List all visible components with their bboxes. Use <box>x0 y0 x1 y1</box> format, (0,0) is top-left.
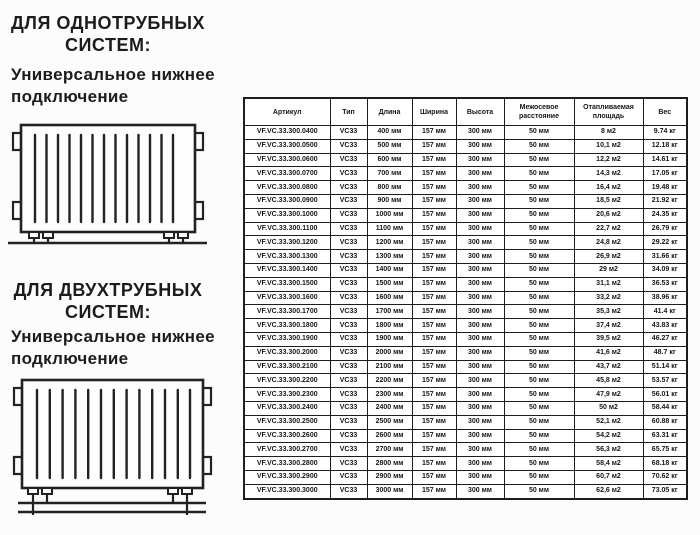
table-row <box>244 291 687 305</box>
table-cell: 300 мм <box>456 167 504 181</box>
table-row <box>244 374 687 388</box>
table-cell: 50 мм <box>504 194 574 208</box>
table-cell: 50 мм <box>504 153 574 167</box>
table-row <box>244 360 687 374</box>
table-cell: 1600 мм <box>367 291 412 305</box>
table-cell: 46.27 кг <box>643 332 687 346</box>
table-row <box>244 263 687 277</box>
table-cell: 50 мм <box>504 415 574 429</box>
table-row <box>244 388 687 402</box>
table-row <box>244 457 687 471</box>
table-cell: 300 мм <box>456 443 504 457</box>
table-cell: VC33 <box>330 360 367 374</box>
table-cell: 35,3 м2 <box>574 305 643 319</box>
table-cell: VF.VC.33.300.2500 <box>244 415 330 429</box>
table-cell: VC33 <box>330 139 367 153</box>
table-cell: 50 мм <box>504 443 574 457</box>
table-cell: 157 мм <box>412 208 456 222</box>
table-cell: 50 мм <box>504 277 574 291</box>
table-row <box>244 415 687 429</box>
table-cell: VC33 <box>330 236 367 250</box>
table-cell: VF.VC.33.300.2800 <box>244 457 330 471</box>
table-cell: 157 мм <box>412 484 456 498</box>
column-header: Вес <box>643 98 687 126</box>
table-cell: 50 мм <box>504 263 574 277</box>
table-cell: 157 мм <box>412 360 456 374</box>
table-cell: VC33 <box>330 332 367 346</box>
table-header-row <box>244 98 687 126</box>
table-cell: 2400 мм <box>367 401 412 415</box>
table-row <box>244 153 687 167</box>
table-cell: 300 мм <box>456 194 504 208</box>
table-cell: 50 мм <box>504 236 574 250</box>
table-cell: 300 мм <box>456 139 504 153</box>
table-cell: VC33 <box>330 346 367 360</box>
table-cell: VF.VC.33.300.2600 <box>244 429 330 443</box>
two-pipe-section-subtitle: Универсальное нижнее подключение <box>11 327 215 368</box>
single-pipe-section-title: ДЛЯ ОДНОТРУБНЫХ СИСТЕМ: <box>10 13 205 55</box>
table-row <box>244 139 687 153</box>
table-cell: 1500 мм <box>367 277 412 291</box>
table-cell: 157 мм <box>412 374 456 388</box>
table-cell: 2500 мм <box>367 415 412 429</box>
table-cell: VC33 <box>330 194 367 208</box>
table-cell: 24,8 м2 <box>574 236 643 250</box>
table-cell: 1800 мм <box>367 319 412 333</box>
table-cell: 900 мм <box>367 194 412 208</box>
table-row <box>244 443 687 457</box>
table-cell: 50 мм <box>504 346 574 360</box>
table-cell: 600 мм <box>367 153 412 167</box>
table-cell: VF.VC.33.300.1600 <box>244 291 330 305</box>
table-cell: VF.VC.33.300.2000 <box>244 346 330 360</box>
table-cell: 300 мм <box>456 153 504 167</box>
table-cell: 29.22 кг <box>643 236 687 250</box>
table-cell: 300 мм <box>456 263 504 277</box>
table-cell: 300 мм <box>456 457 504 471</box>
table-row <box>244 236 687 250</box>
table-cell: 65.75 кг <box>643 443 687 457</box>
table-cell: VF.VC.33.300.1800 <box>244 319 330 333</box>
table-cell: 50 мм <box>504 374 574 388</box>
table-cell: 2600 мм <box>367 429 412 443</box>
column-header: Длина <box>367 98 412 126</box>
table-cell: 50 мм <box>504 360 574 374</box>
table-cell: VC33 <box>330 263 367 277</box>
table-cell: 300 мм <box>456 415 504 429</box>
table-cell: 157 мм <box>412 415 456 429</box>
table-cell: VC33 <box>330 470 367 484</box>
table-row <box>244 305 687 319</box>
table-cell: 300 мм <box>456 305 504 319</box>
table-cell: 68.18 кг <box>643 457 687 471</box>
table-cell: 73.05 кг <box>643 484 687 498</box>
table-cell: 50 мм <box>504 291 574 305</box>
table-cell: 157 мм <box>412 429 456 443</box>
table-cell: 1200 мм <box>367 236 412 250</box>
table-cell: 50 м2 <box>574 401 643 415</box>
table-cell: 157 мм <box>412 194 456 208</box>
table-cell: 50 мм <box>504 250 574 264</box>
table-row <box>244 277 687 291</box>
table-row <box>244 167 687 181</box>
table-cell: 2700 мм <box>367 443 412 457</box>
table-row <box>244 319 687 333</box>
table-cell: 300 мм <box>456 126 504 140</box>
table-cell: VF.VC.33.300.0800 <box>244 181 330 195</box>
table-cell: 300 мм <box>456 360 504 374</box>
table-row <box>244 181 687 195</box>
table-cell: 24.35 кг <box>643 208 687 222</box>
table-cell: 1300 мм <box>367 250 412 264</box>
table-cell: 18,5 м2 <box>574 194 643 208</box>
left-panel <box>0 0 243 535</box>
column-header: Отапливаемая площадь <box>574 98 643 126</box>
table-cell: 157 мм <box>412 277 456 291</box>
table-cell: VF.VC.33.300.1700 <box>244 305 330 319</box>
single-pipe-section-subtitle: Универсальное нижнее подключение <box>11 65 215 106</box>
table-cell: 50 мм <box>504 139 574 153</box>
table-cell: 157 мм <box>412 305 456 319</box>
table-row <box>244 126 687 140</box>
table-cell: 300 мм <box>456 401 504 415</box>
table-cell: 1000 мм <box>367 208 412 222</box>
table-cell: 157 мм <box>412 139 456 153</box>
table-cell: VF.VC.33.300.0500 <box>244 139 330 153</box>
table-cell: VF.VC.33.300.3000 <box>244 484 330 498</box>
table-cell: 8 м2 <box>574 126 643 140</box>
table-cell: 14,3 м2 <box>574 167 643 181</box>
two-pipe-radiator-diagram <box>0 372 216 518</box>
table-cell: 157 мм <box>412 443 456 457</box>
table-cell: 300 мм <box>456 388 504 402</box>
table-cell: 41.4 кг <box>643 305 687 319</box>
table-cell: 56,3 м2 <box>574 443 643 457</box>
table-cell: 33,2 м2 <box>574 291 643 305</box>
table-cell: 17.05 кг <box>643 167 687 181</box>
table-cell: VC33 <box>330 374 367 388</box>
table-cell: VC33 <box>330 484 367 498</box>
table-cell: VC33 <box>330 208 367 222</box>
table-cell: 50 мм <box>504 319 574 333</box>
table-cell: 2200 мм <box>367 374 412 388</box>
table-cell: VF.VC.33.300.1400 <box>244 263 330 277</box>
table-cell: 19.48 кг <box>643 181 687 195</box>
table-cell: VC33 <box>330 153 367 167</box>
table-cell: VC33 <box>330 277 367 291</box>
table-cell: VF.VC.33.300.0900 <box>244 194 330 208</box>
table-cell: 31,1 м2 <box>574 277 643 291</box>
table-cell: 157 мм <box>412 153 456 167</box>
table-cell: VF.VC.33.300.2300 <box>244 388 330 402</box>
table-cell: 400 мм <box>367 126 412 140</box>
table-cell: 300 мм <box>456 319 504 333</box>
table-cell: VF.VC.33.300.1300 <box>244 250 330 264</box>
table-cell: 26.79 кг <box>643 222 687 236</box>
table-cell: 50 мм <box>504 208 574 222</box>
column-header: Высота <box>456 98 504 126</box>
table-cell: 50 мм <box>504 401 574 415</box>
table-cell: 47,9 м2 <box>574 388 643 402</box>
table-cell: 1400 мм <box>367 263 412 277</box>
table-row <box>244 401 687 415</box>
table-cell: VF.VC.33.300.2900 <box>244 470 330 484</box>
table-cell: VC33 <box>330 388 367 402</box>
table-cell: VF.VC.33.300.1100 <box>244 222 330 236</box>
table-row <box>244 346 687 360</box>
table-cell: 58.44 кг <box>643 401 687 415</box>
column-header: Ширина <box>412 98 456 126</box>
table-cell: 50 мм <box>504 484 574 498</box>
table-cell: VF.VC.33.300.0600 <box>244 153 330 167</box>
table-cell: 2100 мм <box>367 360 412 374</box>
table-cell: 2900 мм <box>367 470 412 484</box>
table-cell: 56.01 кг <box>643 388 687 402</box>
table-cell: 37,4 м2 <box>574 319 643 333</box>
table-row <box>244 429 687 443</box>
single-pipe-radiator-diagram <box>0 113 216 245</box>
table-cell: 20,6 м2 <box>574 208 643 222</box>
table-cell: 800 мм <box>367 181 412 195</box>
table-row <box>244 332 687 346</box>
table-cell: 3000 мм <box>367 484 412 498</box>
table-cell: 300 мм <box>456 250 504 264</box>
table-cell: 157 мм <box>412 181 456 195</box>
table-cell: 300 мм <box>456 374 504 388</box>
table-cell: 50 мм <box>504 388 574 402</box>
table-cell: 45,8 м2 <box>574 374 643 388</box>
table-cell: 157 мм <box>412 167 456 181</box>
table-cell: VC33 <box>330 457 367 471</box>
table-cell: 26,9 м2 <box>574 250 643 264</box>
table-cell: VC33 <box>330 305 367 319</box>
table-cell: 300 мм <box>456 470 504 484</box>
column-header: Артикул <box>244 98 330 126</box>
table-cell: 157 мм <box>412 319 456 333</box>
table-cell: 50 мм <box>504 167 574 181</box>
table-cell: 1700 мм <box>367 305 412 319</box>
table-cell: 48.7 кг <box>643 346 687 360</box>
table-cell: 2800 мм <box>367 457 412 471</box>
table-cell: VC33 <box>330 401 367 415</box>
table-cell: 300 мм <box>456 277 504 291</box>
table-cell: 157 мм <box>412 457 456 471</box>
table-cell: VF.VC.33.300.0400 <box>244 126 330 140</box>
table-cell: VC33 <box>330 222 367 236</box>
table-cell: VF.VC.33.300.2200 <box>244 374 330 388</box>
table-cell: 58,4 м2 <box>574 457 643 471</box>
table-cell: 157 мм <box>412 346 456 360</box>
table-cell: 300 мм <box>456 181 504 195</box>
table-cell: VC33 <box>330 429 367 443</box>
table-cell: 300 мм <box>456 236 504 250</box>
table-cell: 1100 мм <box>367 222 412 236</box>
table-cell: 2000 мм <box>367 346 412 360</box>
table-cell: 29 м2 <box>574 263 643 277</box>
table-cell: VF.VC.33.300.0700 <box>244 167 330 181</box>
table-cell: 300 мм <box>456 484 504 498</box>
table-cell: 157 мм <box>412 263 456 277</box>
table-cell: 50 мм <box>504 305 574 319</box>
table-cell: 36.53 кг <box>643 277 687 291</box>
table-cell: 700 мм <box>367 167 412 181</box>
table-cell: 50 мм <box>504 126 574 140</box>
table-cell: 51.14 кг <box>643 360 687 374</box>
table-row <box>244 222 687 236</box>
table-cell: VC33 <box>330 443 367 457</box>
table-cell: 16,4 м2 <box>574 181 643 195</box>
table-row <box>244 484 687 498</box>
table-cell: 50 мм <box>504 222 574 236</box>
table-cell: VC33 <box>330 319 367 333</box>
table-cell: 50 мм <box>504 332 574 346</box>
table-cell: 43.83 кг <box>643 319 687 333</box>
table-cell: VF.VC.33.300.1900 <box>244 332 330 346</box>
table-cell: 157 мм <box>412 291 456 305</box>
table-cell: 157 мм <box>412 388 456 402</box>
table-cell: VF.VC.33.300.2700 <box>244 443 330 457</box>
table-cell: 300 мм <box>456 332 504 346</box>
table-cell: 157 мм <box>412 470 456 484</box>
table-cell: VC33 <box>330 126 367 140</box>
table-cell: 50 мм <box>504 457 574 471</box>
column-header: Межосевое расстояние <box>504 98 574 126</box>
table-cell: 10,1 м2 <box>574 139 643 153</box>
table-cell: 300 мм <box>456 222 504 236</box>
table-cell: VF.VC.33.300.1000 <box>244 208 330 222</box>
table-cell: 157 мм <box>412 222 456 236</box>
column-header: Тип <box>330 98 367 126</box>
table-cell: 14.61 кг <box>643 153 687 167</box>
table-cell: VC33 <box>330 291 367 305</box>
table-cell: 50 мм <box>504 429 574 443</box>
table-cell: 2300 мм <box>367 388 412 402</box>
table-cell: 157 мм <box>412 401 456 415</box>
table-cell: 9.74 кг <box>643 126 687 140</box>
table-cell: 43,7 м2 <box>574 360 643 374</box>
table-row <box>244 194 687 208</box>
table-body <box>244 126 687 499</box>
table-cell: 39,5 м2 <box>574 332 643 346</box>
table-row <box>244 250 687 264</box>
table-cell: 60,7 м2 <box>574 470 643 484</box>
table-cell: 53.57 кг <box>643 374 687 388</box>
table-cell: 60.88 кг <box>643 415 687 429</box>
table-cell: VF.VC.33.300.1500 <box>244 277 330 291</box>
table-cell: 63.31 кг <box>643 429 687 443</box>
table-cell: 300 мм <box>456 208 504 222</box>
table-cell: VC33 <box>330 415 367 429</box>
table-cell: 38.96 кг <box>643 291 687 305</box>
radiator-spec-table <box>243 97 688 500</box>
table-cell: 157 мм <box>412 126 456 140</box>
table-cell: 50 мм <box>504 470 574 484</box>
table-cell: VF.VC.33.300.1200 <box>244 236 330 250</box>
table-cell: 300 мм <box>456 291 504 305</box>
table-cell: VC33 <box>330 250 367 264</box>
table-cell: 300 мм <box>456 429 504 443</box>
table-cell: 157 мм <box>412 332 456 346</box>
table-cell: 34.09 кг <box>643 263 687 277</box>
table-cell: 70.62 кг <box>643 470 687 484</box>
table-cell: 12,2 м2 <box>574 153 643 167</box>
table-cell: 50 мм <box>504 181 574 195</box>
table-cell: 157 мм <box>412 250 456 264</box>
table-cell: VF.VC.33.300.2400 <box>244 401 330 415</box>
table-cell: 1900 мм <box>367 332 412 346</box>
table-cell: 41,6 м2 <box>574 346 643 360</box>
table-cell: VC33 <box>330 181 367 195</box>
table-cell: 31.66 кг <box>643 250 687 264</box>
table-cell: 12.18 кг <box>643 139 687 153</box>
table-cell: VF.VC.33.300.2100 <box>244 360 330 374</box>
table-cell: 62,6 м2 <box>574 484 643 498</box>
table-row <box>244 470 687 484</box>
table-cell: 22,7 м2 <box>574 222 643 236</box>
table-cell: 21.92 кг <box>643 194 687 208</box>
table-cell: 300 мм <box>456 346 504 360</box>
table-cell: 500 мм <box>367 139 412 153</box>
table-row <box>244 208 687 222</box>
table-cell: 52,1 м2 <box>574 415 643 429</box>
table-cell: 157 мм <box>412 236 456 250</box>
table-cell: 54,2 м2 <box>574 429 643 443</box>
two-pipe-section-title: ДЛЯ ДВУХТРУБНЫХ СИСТЕМ: <box>13 280 203 322</box>
table-cell: VC33 <box>330 167 367 181</box>
